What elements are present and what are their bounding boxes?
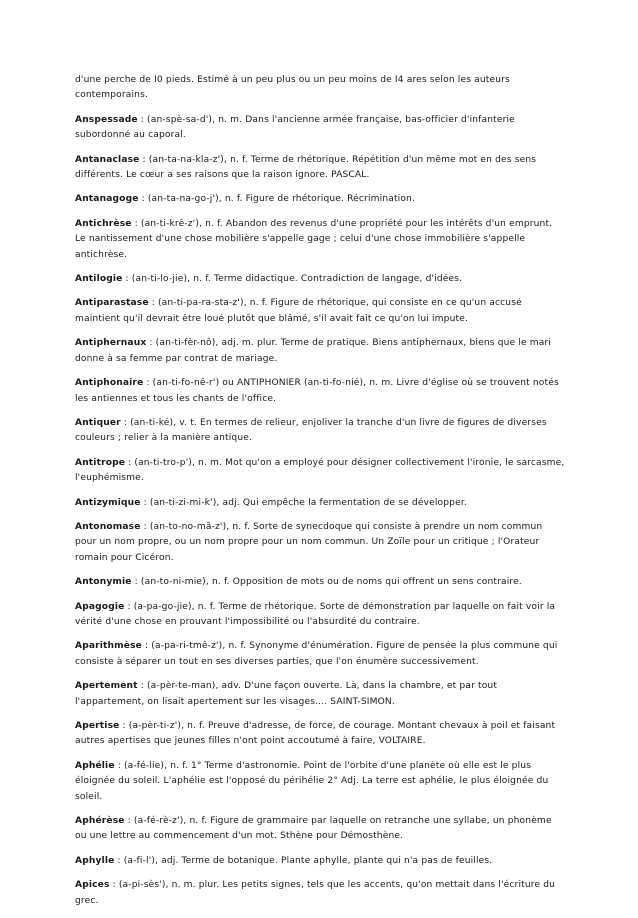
entry-term: Antichrèse [75,218,132,229]
entry-term: Aphélie [75,760,115,771]
dictionary-entry [75,719,565,750]
dictionary-entry [75,336,565,367]
entry-definition: : (an-ti-pa-ra-sta-z'), n. f. Figure de rhétorique, qui consiste en ce qu'un accusé maintient qu'il devrait être loué plutôt que blâmé, s'il avait fait ce qu'on lui impute. [75,298,522,324]
entry-definition: : (an-ti-zi-mi-k'), adj. Qui empêche la fermentation de se développer. [140,497,467,508]
dictionary-entry [75,217,565,263]
entry-term: Apices [75,880,110,891]
entry-term: Apertement [75,681,138,692]
dictionary-entry [75,496,565,511]
entry-definition: : (a-fi-l'), adj. Terme de botanique. Plante aphylle, plante qui n'a pas de feuilles. [114,855,493,866]
entry-definition: : (an-ti-ké), v. t. En termes de relieur, enjoliver la tranche d'un livre de figures de diverses couleurs ; relier à la manière antique. [75,417,547,444]
entry-definition: : (an-to-no-mâ-z'), n. f. Sorte de synecdoque qui consiste à prendre un nom commun pour un nom propre, ou un nom propre pour un nom commun. Un Zoïle pour un critique ; l'Orateur romain pour Cicéron. [75,521,543,563]
dictionary-entry [75,113,565,144]
entry-term: Antiquer [75,417,121,428]
dictionary-entry [75,639,565,670]
entry-definition: : (a-pèr-te-man), adv. D'une façon ouverte. Là, dans la chambre, et par tout l'appartement, on lisait apertement sur les visages.... SAINT-SIMON. [75,681,498,707]
entry-definition: : (an-ta-na-go-j'), n. f. Figure de rhétorique. Récrimination. [138,194,416,205]
entry-term: Antanaclase [75,154,140,165]
entry-term: Anspessade [75,114,138,125]
entry-term: Antiphonaire [75,378,144,389]
entry-term: Aparithmèse [75,641,142,652]
entry-list [75,113,565,909]
entry-term: Aphylle [75,855,115,866]
entry-definition: : (a-pa-ri-tmê-z'), n. f. Synonyme d'énumération. Figure de pensée la plus commune qui consiste à séparer un tout en ses diverses parties, que l'on énumère successivement. [75,641,558,667]
dictionary-entry [75,575,565,590]
dictionary-entry [75,296,565,327]
dictionary-entry [75,759,565,805]
document-page [75,73,565,918]
entry-definition: : (an-ti-tro-p'), n. m. Mot qu'on a employé pour désigner collectivement l'ironie, le sarcasme, l'euphémisme. [75,457,565,484]
entry-definition: : (a-pi-sès'), n. m. plur. Les petits signes, tels que les accents, qu'on mettait dans l'écriture du grec. [75,880,556,906]
entry-definition: : (an-spè-sa-d'), n. m. Dans l'ancienne armée française, bas-officier d'infanterie subordonné au caporal. [75,114,515,141]
dictionary-entry [75,272,565,287]
entry-definition: : (a-pa-go-jie), n. f. Terme de rhétorique. Sorte de démonstration par laquelle on fait voir la vérité d'une chose en prouvant l'impossibilité ou l'absurdité du contraire. [75,601,556,627]
entry-term: Apertise [75,721,120,731]
entry-term: Antizymique [75,497,141,508]
entry-definition: : (an-ti-krê-z'), n. f. Abandon des revenus d'une propriété pour les intérêts d'un emprunt. Le nantissement d'une chose mobilière s'appelle gage ; celui d'une chose immobilière s'appelle antichrèse. [75,218,553,260]
dictionary-entry [75,679,565,710]
entry-term: Antanagoge [75,194,139,205]
entry-term: Aphérèse [75,816,125,827]
dictionary-entry [75,456,565,487]
entry-definition: : (an-ti-fèr-nô), adj. m. plur. Terme de pratique. Biens antiphernaux, biens que le mari donne à sa femme par contrat de mariage. [75,338,552,364]
entry-term: Antonomase [75,521,141,532]
dictionary-entry [75,854,565,869]
entry-term: Antiphernaux [75,338,147,349]
dictionary-entry [75,192,565,207]
entry-definition: : (a-fé-lie), n. f. 1° Terme d'astronomie. Point de l'orbite d'une planète où elle est le plus éloignée du soleil. L'aphélie est l'opposé du périhélie 2° Adj. La terre est aphélie, le plus éloignée du soleil. [75,760,549,802]
entry-term: Antiparastase [75,298,149,309]
entry-definition: : (an-ti-lo-jie), n. f. Terme didactique. Contradiction de langage, d'idées. [122,274,463,285]
entry-term: Antonymie [75,577,132,588]
dictionary-entry [75,520,565,566]
entry-definition: : (an-ti-fo-nê-r') ou ANTIPHONIER (an-ti-fo-nié), n. m. Livre d'église où se trouvent notés les antiennes et tous les chants de l'office. [75,378,559,404]
entry-term: Antitrope [75,457,126,468]
entry-definition: : (an-ta-na-kla-z'), n. f. Terme de rhétorique. Répétition d'un même mot en des sens différents. Le cœur a ses raisons que la raison ignore. PASCAL. [75,154,537,181]
dictionary-entry [75,416,565,447]
entry-term: Apagogie [75,601,125,612]
dictionary-entry [75,878,565,909]
entry-term: Antilogie [75,274,123,285]
entry-definition: : (an-to-ni-mie), n. f. Opposition de mots ou de noms qui offrent un sens contraire. [131,577,522,588]
entry-definition: : (a-fé-rè-z'), n. f. Figure de grammaire par laquelle on retranche une syllabe, un phonème ou une lettre au commencement d'un mot. Sthène pour Démosthène. [75,816,552,842]
intro-paragraph: d'une perche de I0 pieds. Estimé à un peu plus ou un peu moins de I4 ares selon les auteurs contemporains. [75,75,510,101]
dictionary-entry [75,600,565,631]
dictionary-entry [75,376,565,407]
entry-definition: : (a-pèr-ti-z'), n. f. Preuve d'adresse, de force, de courage. Montant chevaux à poil et faisant autres apertises que jeunes filles n'ont point accoutumé à faire, VOLTAIRE. [75,721,556,747]
dictionary-entry [75,153,565,184]
dictionary-entry [75,814,565,845]
